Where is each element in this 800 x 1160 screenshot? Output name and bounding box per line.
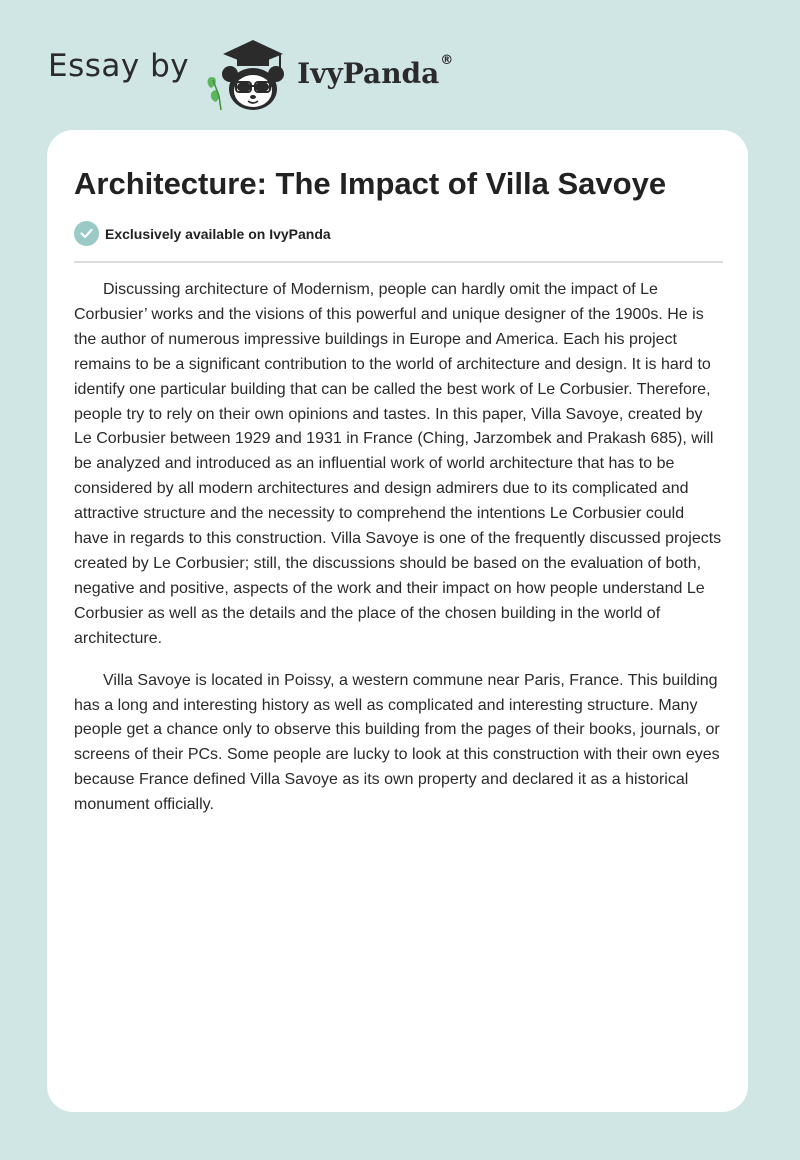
panda-graduate-icon: [203, 34, 295, 114]
check-circle-icon: [74, 221, 99, 246]
essay-paragraph: Villa Savoye is located in Poissy, a western commune near Paris, France. This building has a long and interesting history as well as complicated and interesting structure. Many people get a chance only to observe this building from the pages of their books, journals, or screens of their PCs. Some people are lucky to look at this construction with their own eyes because France defined Villa Savoye as its own property and declared it as a historical monument officially.: [74, 671, 720, 814]
essay-paragraph: Discussing architecture of Modernism, people can hardly omit the impact of Le Corbusier’ works and the visions of this powerful and unique designer of the 1900s. He is the author of numerous impressive buildings in Europe and America. Each his project remains to be a significant contribution to the world of architecture and design. It is hard to identify one particular building that can be called the best work of Le Corbusier. Therefore, people try to rely on their own opinions and tastes. In this paper, Villa Savoye, created by Le Corbusier between 1929 and 1931 in France (Ching, Jarzombek and Prakash 685), will be analyzed and introduced as an influential work of world architecture that has to be considered by all modern architectures and design admirers due to its complicated and attractive structure and the necessity to comprehend the intentions Le Corbusier could have in regards to this construction. Villa Savoye is one of the frequently discussed projects created by Le Corbusier; still, the discussions should be based on the evaluation of both, negative and positive, aspects of the work and their impact on how people understand Le Corbusier as well as the details and the place of the chosen building in the world of architecture.: [74, 281, 722, 647]
title-divider: [74, 261, 723, 263]
exclusive-badge-label: Exclusively available on IvyPanda: [105, 225, 331, 242]
essay-body: [74, 278, 723, 835]
essay-card: [47, 130, 748, 1112]
brand-name: IvyPanda: [297, 56, 440, 90]
brand-prefix: Essay by: [48, 48, 190, 84]
site-header-logo[interactable]: [48, 34, 452, 114]
exclusive-badge: [74, 221, 331, 246]
registered-mark: ®: [440, 52, 454, 68]
page-title: Architecture: The Impact of Villa Savoye: [74, 166, 667, 201]
